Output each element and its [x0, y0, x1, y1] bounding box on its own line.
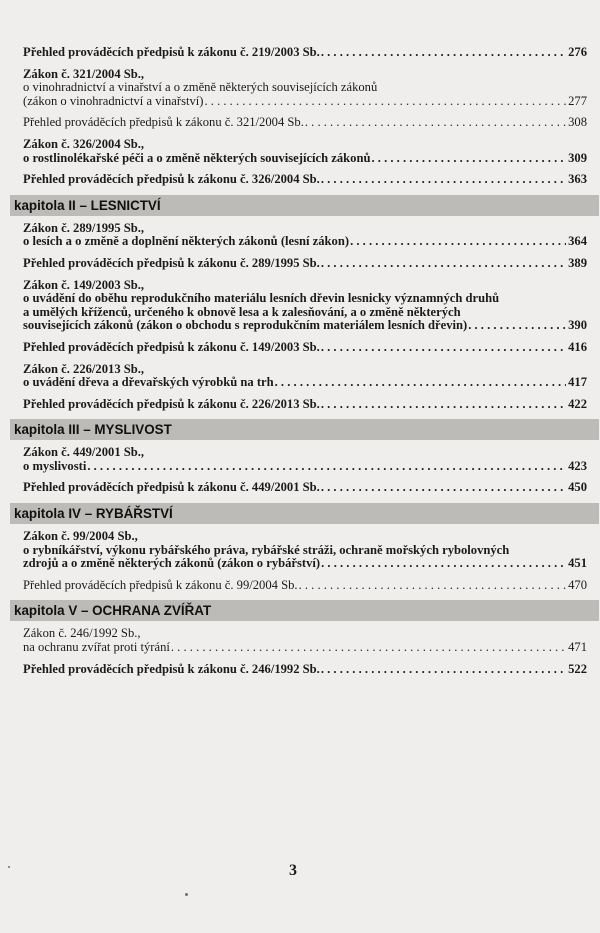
entry-last-line	[18, 557, 593, 571]
entry-text-line: o vinohradnictví a vinařství a o změně některých souvisejících zákonů	[23, 80, 378, 95]
dot-leader	[468, 319, 566, 333]
dot-leader	[299, 579, 567, 593]
chapter-heading: kapitola III – MYSLIVOST	[10, 419, 599, 440]
entry-last-line	[18, 95, 593, 109]
chapter-heading: kapitola IV – RYBÁŘSTVÍ	[10, 503, 599, 524]
toc-entry[interactable]	[18, 398, 593, 412]
entry-last-line	[18, 46, 593, 60]
entry-text-line: o uvádění dřeva a dřevařských výrobků na trh	[23, 375, 274, 390]
dot-leader	[321, 557, 566, 571]
toc-entry[interactable]	[18, 257, 593, 271]
chapter-heading: kapitola V – OCHRANA ZVÍŘAT	[10, 600, 599, 621]
toc-entry[interactable]	[18, 341, 593, 355]
entry-text-line: a umělých kříženců, určeného k obnově lesa a k zalesňování, a o změně některých	[23, 304, 461, 319]
entry-text-line: (zákon o vinohradnictví a vinařství)	[23, 93, 204, 108]
toc-entry[interactable]	[18, 138, 593, 165]
entry-last-line	[18, 235, 593, 249]
entry-page-number: 308	[568, 115, 587, 130]
entry-page-number: 470	[568, 577, 587, 592]
dot-leader	[321, 398, 566, 412]
law-title: Zákon č. 226/2013 Sb.,	[23, 361, 145, 376]
entry-text-line: o myslivosti	[23, 458, 87, 473]
entry-page-number: 471	[568, 640, 587, 655]
dot-leader	[321, 173, 566, 187]
chapter-heading: kapitola II – LESNICTVÍ	[10, 195, 599, 216]
entry-last-line	[18, 116, 593, 130]
entry-last-line	[18, 460, 593, 474]
entry-text-line: Přehled prováděcích předpisů k zákonu č. 99/2004 Sb.	[23, 577, 298, 592]
law-title: Zákon č. 326/2004 Sb.,	[23, 136, 145, 151]
entry-text-line: o rybníkářství, výkonu rybářského práva, rybářské stráži, ochraně mořských rybolovných	[23, 542, 510, 557]
entry-page-number: 364	[568, 234, 587, 249]
toc-entry[interactable]	[18, 116, 593, 130]
entry-text-line: o lesích a o změně a doplnění některých zákonů (lesní zákon)	[23, 234, 350, 249]
entry-text-line: souvisejících zákonů (zákon o obchodu s reprodukčním materiálem lesních dřevin)	[23, 318, 468, 333]
entry-text-line: Přehled prováděcích předpisů k zákonu č. 149/2003 Sb.	[23, 339, 320, 354]
entry-text-line: Přehled prováděcích předpisů k zákonu č. 449/2001 Sb.	[23, 480, 320, 495]
entry-last-line	[18, 376, 593, 390]
toc-entry[interactable]	[18, 481, 593, 495]
entry-page-number: 416	[568, 339, 587, 354]
toc-entry[interactable]	[18, 663, 593, 677]
entry-page-number: 390	[568, 318, 587, 333]
entry-page-number: 309	[568, 150, 587, 165]
dot-leader	[171, 641, 566, 655]
entry-last-line	[18, 173, 593, 187]
toc-entry[interactable]	[18, 279, 593, 333]
toc-entry[interactable]	[18, 530, 593, 571]
entry-text-line: Přehled prováděcích předpisů k zákonu č. 226/2013 Sb.	[23, 396, 320, 411]
ink-speck	[8, 866, 10, 868]
dot-leader	[321, 481, 566, 495]
entry-text-line: Přehled prováděcích předpisů k zákonu č. 321/2004 Sb.	[23, 115, 304, 130]
toc-entry[interactable]	[18, 46, 593, 60]
law-title: Zákon č. 99/2004 Sb.,	[23, 529, 138, 544]
toc-entry[interactable]	[18, 446, 593, 473]
dot-leader	[321, 341, 566, 355]
dot-leader	[321, 663, 566, 677]
toc-entry[interactable]	[18, 363, 593, 390]
entry-last-line	[18, 319, 593, 333]
entry-page-number: 422	[568, 396, 587, 411]
dot-leader	[87, 460, 566, 474]
entry-last-line	[18, 398, 593, 412]
law-title: Zákon č. 449/2001 Sb.,	[23, 445, 145, 460]
entry-page-number: 363	[568, 172, 587, 187]
law-title: Zákon č. 289/1995 Sb.,	[23, 220, 145, 235]
toc-entry[interactable]	[18, 579, 593, 593]
entry-last-line	[18, 341, 593, 355]
entry-text-line: Přehled prováděcích předpisů k zákonu č. 289/1995 Sb.	[23, 255, 320, 270]
entry-last-line	[18, 579, 593, 593]
entry-page-number: 276	[568, 45, 587, 59]
entry-text-line: o rostlinolékařské péči a o změně některých souvisejících zákonů	[23, 150, 371, 165]
entry-page-number: 423	[568, 458, 587, 473]
law-title: Zákon č. 321/2004 Sb.,	[23, 66, 145, 81]
law-title: Zákon č. 246/1992 Sb.,	[23, 626, 141, 641]
table-of-contents	[14, 45, 593, 684]
dot-leader	[321, 46, 566, 60]
law-title: Zákon č. 149/2003 Sb.,	[23, 277, 145, 292]
dot-leader	[305, 116, 566, 130]
entry-text-line: na ochranu zvířat proti týrání	[23, 640, 170, 655]
dot-leader	[350, 235, 566, 249]
dot-leader	[204, 95, 566, 109]
entry-page-number: 417	[568, 375, 587, 390]
entry-text-line: zdrojů a o změně některých zákonů (zákon o rybářství)	[23, 556, 321, 571]
toc-entry[interactable]	[18, 627, 593, 654]
entry-text-line: o uvádění do oběhu reprodukčního materiálu lesních dřevin lesnicky významných druhů	[23, 291, 500, 306]
entry-page-number: 277	[568, 93, 587, 108]
entry-text-line: Přehled prováděcích předpisů k zákonu č. 219/2003 Sb.	[23, 45, 320, 59]
page-number: 3	[289, 862, 297, 879]
entry-last-line	[18, 481, 593, 495]
entry-last-line	[18, 663, 593, 677]
entry-text-line: Přehled prováděcích předpisů k zákonu č. 246/1992 Sb.	[23, 661, 320, 676]
toc-entry[interactable]	[18, 173, 593, 187]
dot-leader	[321, 257, 566, 271]
entry-text-line: Přehled prováděcích předpisů k zákonu č. 326/2004 Sb.	[23, 172, 320, 187]
dot-leader	[275, 376, 566, 390]
entry-page-number: 451	[568, 556, 587, 571]
toc-entry[interactable]	[18, 222, 593, 249]
toc-entry[interactable]	[18, 68, 593, 109]
entry-page-number: 450	[568, 480, 587, 495]
entry-last-line	[18, 257, 593, 271]
entry-page-number: 389	[568, 255, 587, 270]
entry-last-line	[18, 641, 593, 655]
dot-leader	[371, 152, 566, 166]
ink-speck	[185, 893, 188, 896]
entry-page-number: 522	[568, 661, 587, 676]
entry-last-line	[18, 152, 593, 166]
